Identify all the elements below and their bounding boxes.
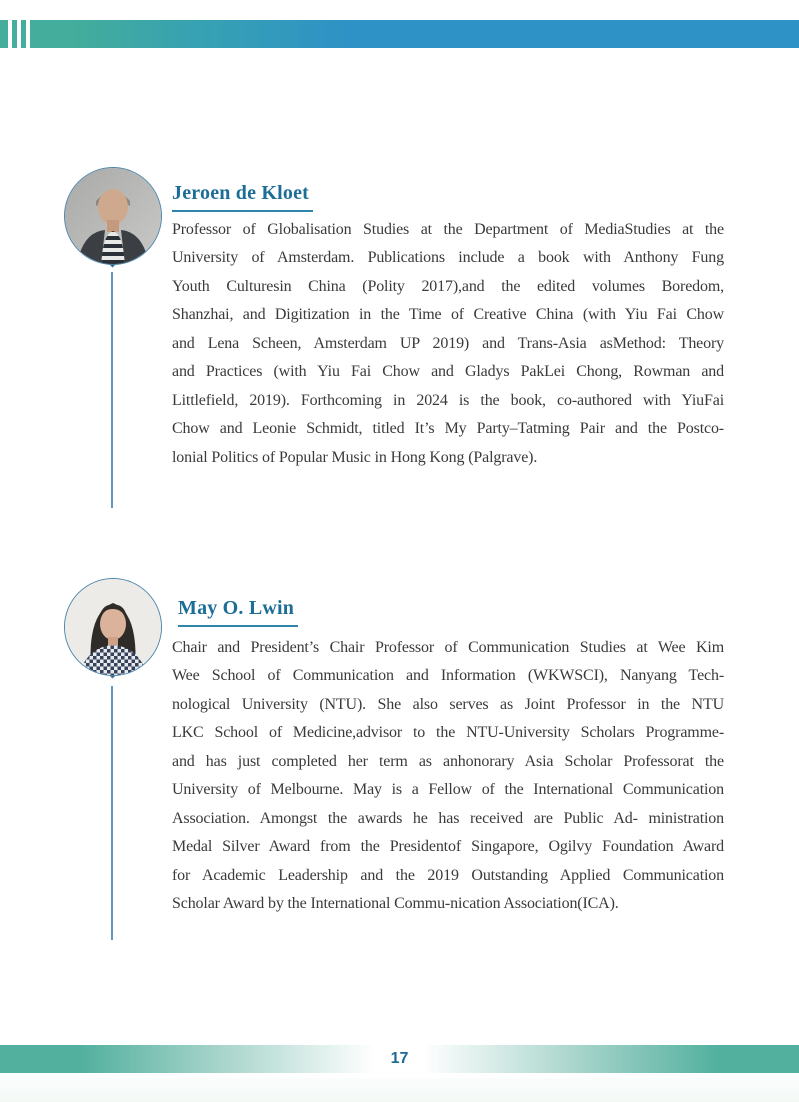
bio-text-line: and has just completed her term as anhonorary Asia Scholar Professorat the bbox=[172, 752, 724, 770]
speaker-photo-pin bbox=[64, 578, 160, 690]
banner-stripe-icon bbox=[26, 20, 30, 48]
bio-text-line: Professor of Globalisation Studies at the Department of MediaStudies at the bbox=[172, 221, 724, 238]
speaker-photo-pin bbox=[64, 167, 160, 279]
connector-line bbox=[111, 686, 113, 940]
bio-text-line: University of Melbourne. May is a Fellow of the International Communication bbox=[172, 781, 724, 799]
top-banner bbox=[0, 20, 799, 48]
bio-text-line: Shanzhai, and Digitization in the Time of Creative China (with Yiu Fai Chow bbox=[172, 306, 724, 324]
speaker-bio-paragraph bbox=[172, 634, 724, 919]
bio-text-line: LKC School of Medicine,advisor to the NTU-University Scholars Programme- bbox=[172, 724, 724, 742]
footer-banner bbox=[0, 1045, 799, 1073]
speaker-photo bbox=[64, 167, 162, 265]
speaker-photo bbox=[64, 578, 162, 676]
connector-line bbox=[111, 272, 113, 508]
bio-text-line: Wee School of Communication and Information (WKWSCI), Nanyang Tech- bbox=[172, 667, 724, 685]
bio-text-line: Chair and President’s Chair Professor of Communication Studies at Wee Kim bbox=[172, 639, 724, 656]
speaker-name-link[interactable]: Jeroen de Kloet bbox=[172, 182, 313, 212]
page-number: 17 bbox=[390, 1050, 409, 1067]
bio-text-line: Medal Silver Award from the Presidentof Singapore, Ogilvy Foundation Award bbox=[172, 838, 724, 856]
bio-text-line: Chow and Leonie Schmidt, titled It’s My Party–Tatming Pair and the Postco- bbox=[172, 420, 724, 438]
bio-text-line: and Practices (with Yiu Fai Chow and Gladys PakLei Chong, Rowman and bbox=[172, 363, 724, 381]
bottom-faint-strip bbox=[0, 1078, 799, 1102]
banner-stripe-icon bbox=[17, 20, 21, 48]
bio-text-line: and Lena Scheen, Amsterdam UP 2019) and Trans-Asia asMethod: Theory bbox=[172, 334, 724, 352]
bio-text-line: lonial Politics of Popular Music in Hong Kong (Palgrave). bbox=[172, 448, 538, 466]
bio-text-line: Littlefield, 2019). Forthcoming in 2024 is the book, co-authored with YiuFai bbox=[172, 391, 724, 409]
bio-text-line: Association. Amongst the awards he has received are Public Ad- ministration bbox=[172, 809, 724, 827]
bio-text-line: University of Amsterdam. Publications include a book with Anthony Fung bbox=[172, 249, 724, 267]
bio-text-line: Scholar Award by the International Commu-nication Association(ICA). bbox=[172, 895, 619, 913]
banner-stripe-icon bbox=[8, 20, 12, 48]
speaker-name-link[interactable]: May O. Lwin bbox=[178, 597, 298, 627]
portrait-woman-icon bbox=[65, 579, 161, 675]
speaker-bio-paragraph bbox=[172, 216, 724, 472]
portrait-man-icon bbox=[65, 168, 161, 264]
bio-text-line: nological University (NTU). She also serves as Joint Professor in the NTU bbox=[172, 695, 724, 713]
bio-text-line: Youth Culturesin China (Polity 2017),and the edited volumes Boredom, bbox=[172, 277, 724, 295]
bio-text-line: for Academic Leadership and the 2019 Outstanding Applied Communication bbox=[172, 866, 724, 884]
